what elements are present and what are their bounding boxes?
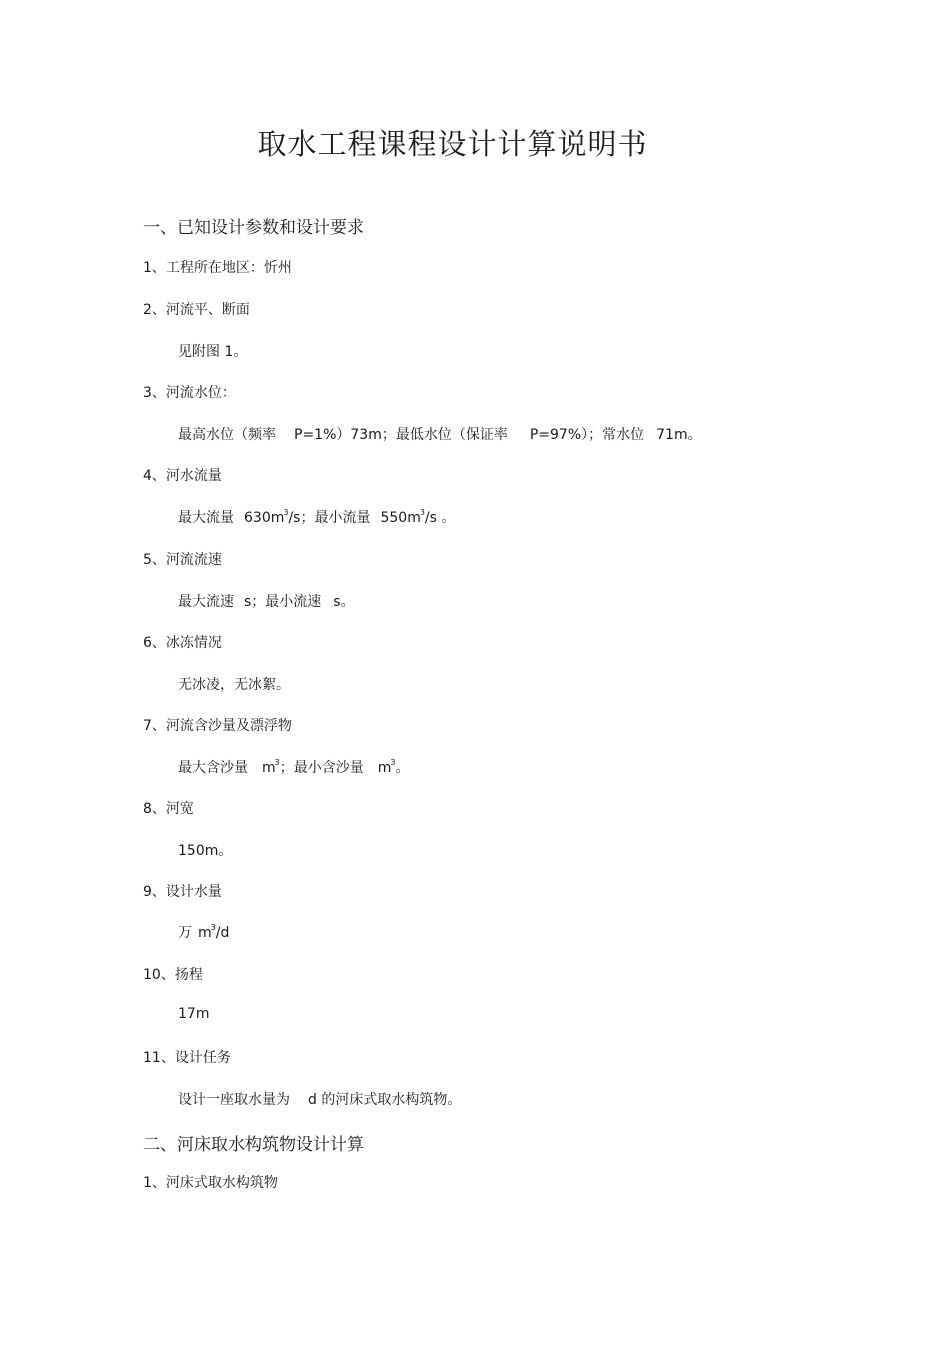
- detail-text: 最大流量: [178, 510, 234, 526]
- item-8-label: 8、河宽: [143, 801, 194, 817]
- detail-text: 万: [178, 925, 192, 941]
- detail-text: d 的河床式取水构筑物。: [308, 1092, 462, 1108]
- item-3-detail: [178, 424, 702, 444]
- item-4-label: 4、河水流量: [143, 468, 222, 484]
- item-2-detail: 见附图 1。: [178, 344, 248, 360]
- item-7-label: 7、河流含沙量及漂浮物: [143, 718, 292, 734]
- detail-text: 最大流速: [178, 594, 234, 610]
- item-7-detail: [178, 757, 409, 777]
- item-1-label: 1、工程所在地区：忻州: [143, 260, 292, 276]
- item-3-label: 3、河流水位：: [143, 385, 236, 401]
- detail-text: m: [377, 760, 392, 776]
- detail-text: s。: [333, 594, 355, 610]
- item-9-label: 9、设计水量: [143, 884, 222, 900]
- detail-text: P=1%）73m；最低水位（保证率: [294, 427, 508, 443]
- detail-text: 最大含沙量: [178, 760, 248, 776]
- item-6-detail: 无冰凌，无冰絮。: [178, 677, 290, 693]
- detail-text: 550m: [380, 510, 421, 526]
- detail-text: 630m: [244, 510, 285, 526]
- superscript: 3: [274, 758, 280, 767]
- superscript: 3: [210, 923, 216, 932]
- detail-text: s；最小流速: [244, 594, 322, 610]
- section-heading-2: 二、河床取水构筑物设计计算: [143, 1135, 364, 1155]
- detail-text: P=97%）；常水位: [529, 427, 645, 443]
- item-4-detail: [178, 507, 455, 527]
- superscript: 3: [419, 508, 425, 517]
- superscript: 3: [390, 758, 396, 767]
- detail-text: 。: [395, 760, 410, 776]
- item-5-label: 5、河流流速: [143, 552, 222, 568]
- document-title: 取水工程课程设计计算说明书: [257, 127, 648, 161]
- superscript: 3: [283, 508, 289, 517]
- item-2-label: 2、河流平、断面: [143, 302, 250, 318]
- item-6-label: 6、冰冻情况: [143, 635, 222, 651]
- item-5-detail: [178, 591, 355, 611]
- item-11-detail: [178, 1089, 461, 1109]
- item-10-label: 10、扬程: [143, 967, 203, 983]
- section-heading-1: 一、已知设计参数和设计要求: [143, 218, 364, 238]
- detail-text: /s；最小流量: [288, 510, 371, 526]
- detail-text: 最高水位（频率: [178, 427, 276, 443]
- detail-text: ；最小含沙量: [279, 760, 364, 776]
- item-9-detail: [178, 922, 229, 942]
- detail-text: /d: [215, 925, 230, 941]
- detail-text: 71m。: [656, 427, 702, 443]
- item-10-detail: 17m: [178, 1006, 210, 1022]
- item-11-label: 11、设计任务: [143, 1050, 231, 1066]
- detail-text: /s 。: [424, 510, 456, 526]
- subsection-1-label: 1、河床式取水构筑物: [143, 1175, 278, 1191]
- detail-text: 设计一座取水量为: [178, 1092, 290, 1108]
- detail-text: m: [262, 760, 276, 776]
- detail-text: m: [198, 925, 212, 941]
- item-8-detail: 150m。: [178, 843, 233, 859]
